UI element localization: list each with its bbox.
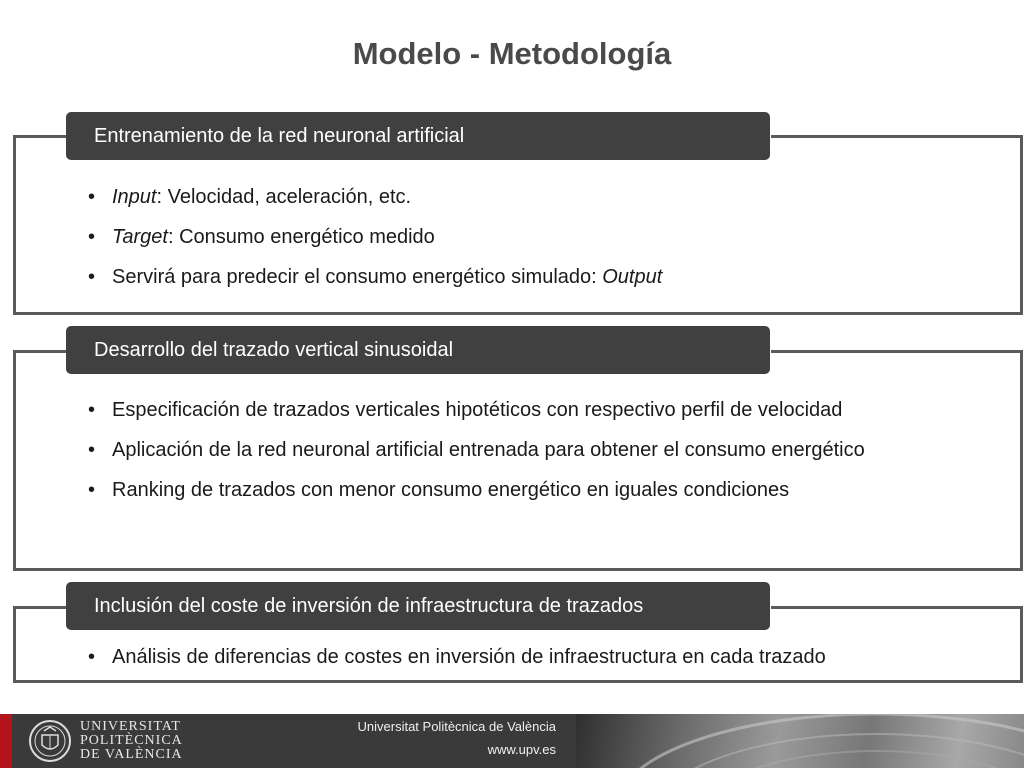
section-header: Entrenamiento de la red neuronal artificial: [66, 112, 770, 160]
section-header: Desarrollo del trazado vertical sinusoidal: [66, 326, 770, 374]
accent-bar: [0, 714, 12, 768]
list-item: • Análisis de diferencias de costes en inversión de infraestructura en cada trazado: [86, 637, 964, 677]
bullet-list: [86, 390, 954, 510]
list-item: • Servirá para predecir el consumo energético simulado: Output: [86, 257, 964, 297]
list-item: • Ranking de trazados con menor consumo energético en iguales condiciones: [86, 470, 954, 510]
university-logo-text: UNIVERSITAT POLITÈCNICA DE VALÈNCIA: [80, 719, 183, 762]
list-item: • Target: Consumo energético medido: [86, 217, 964, 257]
university-seal-icon: [28, 718, 72, 764]
list-item: • Especificación de trazados verticales hipotéticos con respectivo perfil de velocidad: [86, 390, 954, 430]
website-link[interactable]: www.upv.es: [487, 742, 556, 757]
list-item: • Aplicación de la red neuronal artificial entrenada para obtener el consumo energético: [86, 430, 872, 470]
institution-name: Universitat Politècnica de València: [357, 719, 556, 734]
section-header: Inclusión del coste de inversión de infraestructura de trazados: [66, 582, 770, 630]
footer: [0, 714, 1024, 768]
slide-title: Modelo - Metodología: [352, 36, 672, 71]
bullet-list: [86, 177, 964, 297]
list-item: • Input: Velocidad, aceleración, etc.: [86, 177, 964, 217]
bullet-list: [86, 637, 964, 677]
seal-photo-decoration: [576, 714, 1024, 768]
